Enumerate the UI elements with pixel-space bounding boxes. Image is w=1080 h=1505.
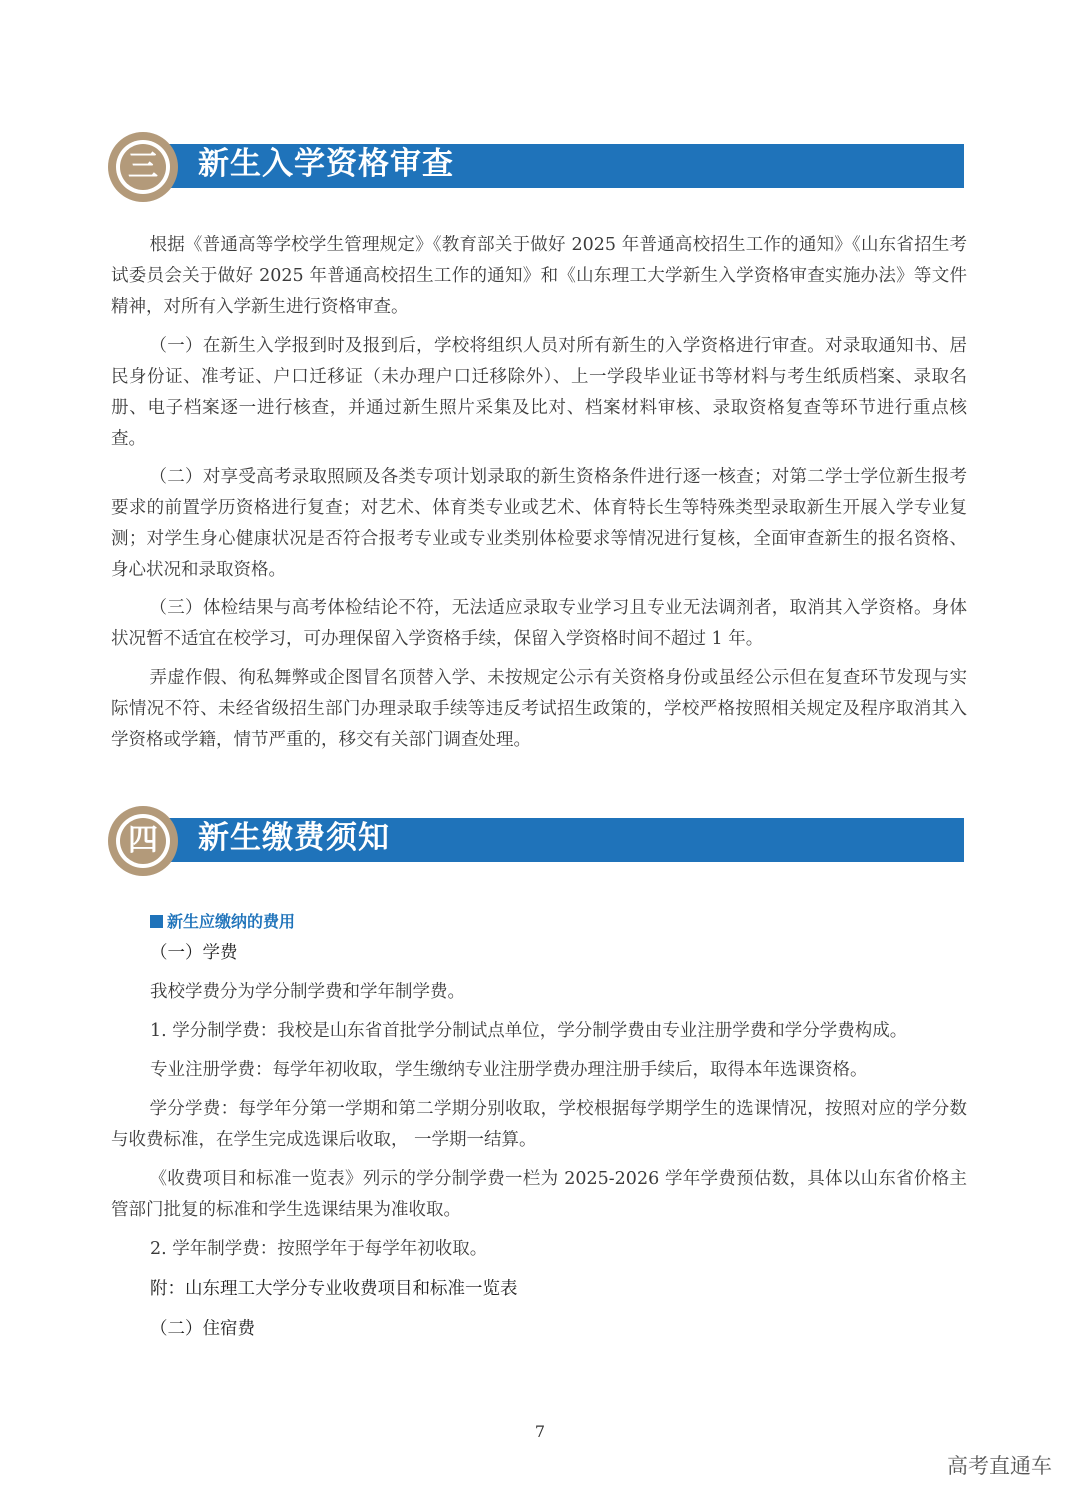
section-number-badge — [108, 132, 178, 202]
year-tuition-line: 2. 学年制学费：按照学年于每学年初收取。 — [150, 1239, 488, 1259]
section-number: 三 — [120, 144, 166, 190]
watermark: 高考直通车 — [947, 1454, 1052, 1478]
fee-table-paragraph: 《收费项目和标准一览表》列示的学分制学费一栏为 2025-2026 学年学费预估数，具体以山东省价格主管部门批复的标准和学生选课结果为准收取。 — [111, 1169, 967, 1220]
registration-fee-line: 专业注册学费：每学年初收取，学生缴纳专业注册学费办理注册手续后，取得本年选课资格。 — [150, 1060, 868, 1080]
fees-subheading: 新生应缴纳的费用 — [150, 907, 295, 937]
square-bullet-icon — [150, 915, 163, 928]
dorm-fee-heading: （二）住宿费 — [150, 1319, 255, 1339]
paragraph-item-2: （二）对享受高考录取照顾及各类专项计划录取的新生资格条件进行逐一核查；对第二学士学位新生报考要求的前置学历资格进行复查；对艺术、体育类专业或艺术、体育特长生等特殊类型录取新生开展入学专业复测；对学生身心健康状况是否符合报考专业或专业类别体检要求等情况进行复核，全面审查新生的报名资格、身心状况和录取资格。 — [111, 467, 967, 580]
paragraph-penalty: 弄虚作假、徇私舞弊或企图冒名顶替入学、未按规定公示有关资格身份或虽经公示但在复查环节发现与实际情况不符、未经省级招生部门办理录取手续等违反考试招生政策的，学校严格按照相关规定及程序取消其入学资格或学籍，情节严重的，移交有关部门调查处理。 — [111, 668, 967, 750]
section-title: 新生入学资格审查 — [198, 146, 454, 182]
paragraph-item-3: （三）体检结果与高考体检结论不符，无法适应录取专业学习且专业无法调剂者，取消其入学资格。身体状况暂不适宜在校学习，可办理保留入学资格手续，保留入学资格时间不超过 1 年。 — [111, 598, 967, 649]
credit-fee-paragraph: 学分学费：每学年分第一学期和第二学期分别收取，学校根据每学期学生的选课情况，按照对应的学分数与收费标准，在学生完成选课后收取， 一学期一结算。 — [111, 1099, 967, 1150]
section-number: 四 — [120, 818, 166, 864]
section-title: 新生缴费须知 — [198, 820, 390, 856]
attachment-line: 附：山东理工大学分专业收费项目和标准一览表 — [150, 1279, 518, 1299]
paragraph-intro: 根据《普通高等学校学生管理规定》《教育部关于做好 2025 年普通高校招生工作的通知》《山东省招生考试委员会关于做好 2025 年普通高校招生工作的通知》和《山东理工大学新生入学资格审查实施办法》等文件精神，对所有入学新生进行资格审查。 — [111, 235, 967, 317]
paragraph-item-1: （一）在新生入学报到时及报到后，学校将组织人员对所有新生的入学资格进行审查。对录取通知书、居民身份证、准考证、户口迁移证（未办理户口迁移除外）、上一学段毕业证书等材料与考生纸质档案、录取名册、电子档案逐一进行核查，并通过新生照片采集及比对、档案材料审核、录取资格复查等环节进行重点核查。 — [111, 336, 967, 449]
credit-tuition-line: 1. 学分制学费：我校是山东省首批学分制试点单位，学分制学费由专业注册学费和学分学费构成。 — [150, 1021, 908, 1041]
section-header-4 — [108, 806, 964, 878]
page-number: 7 — [534, 1422, 546, 1441]
tuition-types-line: 我校学费分为学分制学费和学年制学费。 — [150, 982, 465, 1002]
section-number-badge — [108, 806, 178, 876]
tuition-heading: （一）学费 — [150, 943, 238, 963]
section-header-3 — [108, 132, 964, 204]
